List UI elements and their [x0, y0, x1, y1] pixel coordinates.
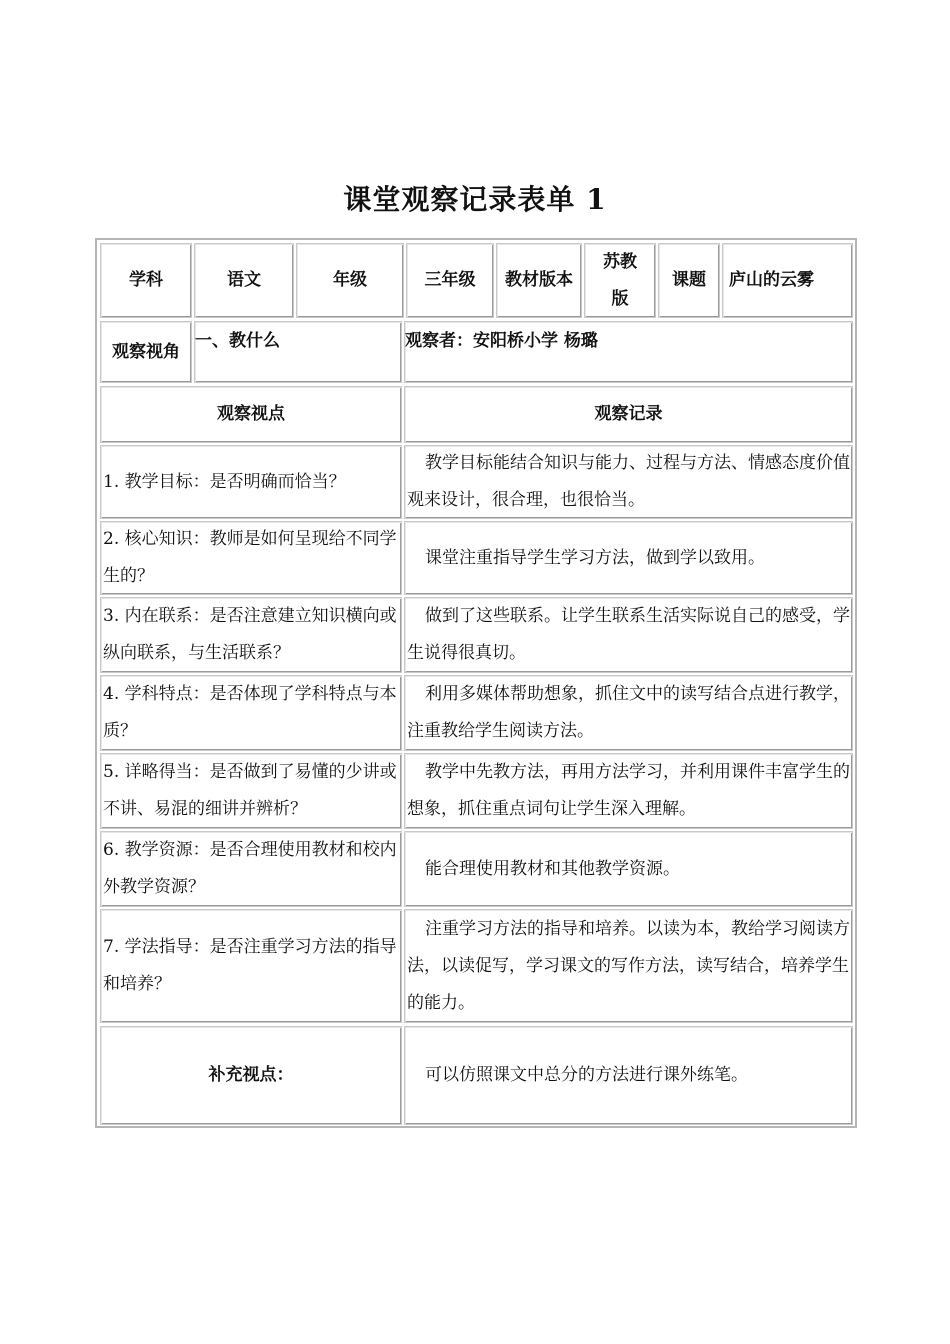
observation-point: 7. 学法指导：是否注重学习方法的指导和培养？	[100, 909, 402, 1023]
observation-point: 6. 教学资源：是否合理使用教材和校内外教学资源？	[100, 831, 402, 907]
perspective-value: 一、教什么	[194, 321, 402, 383]
observation-record: 教学中先教方法，再用方法学习，并利用课件丰富学生的想象，抓住重点词句让学生深入理解。	[404, 753, 853, 829]
observation-point: 3. 内在联系：是否注意建立知识横向或纵向联系，与生活联系？	[100, 597, 402, 673]
observation-point: 1. 教学目标：是否明确而恰当？	[100, 445, 402, 519]
grade-value: 三年级	[406, 243, 494, 318]
grade-label: 年级	[296, 243, 404, 318]
edition-label: 教材版本	[496, 243, 582, 318]
perspective-label: 观察视角	[100, 321, 192, 383]
observer: 观察者：安阳桥小学 杨璐	[404, 321, 853, 383]
page-title: 课堂观察记录表单 1	[343, 183, 607, 216]
observation-table	[95, 238, 857, 1128]
column-header-record: 观察记录	[404, 386, 853, 443]
subject-value: 语文	[194, 243, 294, 318]
supplement-label: 补充视点：	[100, 1026, 402, 1125]
column-header-point: 观察视点	[100, 386, 402, 443]
observation-point: 2. 核心知识：教师是如何呈现给不同学生的？	[100, 521, 402, 595]
subject-label: 学科	[100, 243, 192, 318]
observation-record: 注重学习方法的指导和培养。以读为本，教给学习阅读方法，以读促写，学习课文的写作方法，读写结合，培养学生的能力。	[404, 909, 853, 1023]
observation-point: 4. 学科特点：是否体现了学科特点与本质？	[100, 675, 402, 751]
observation-record: 课堂注重指导学生学习方法，做到学以致用。	[404, 521, 853, 595]
lesson-label: 课题	[658, 243, 720, 318]
lesson-value: 庐山的云雾	[722, 243, 853, 318]
observation-record: 利用多媒体帮助想象，抓住文中的读写结合点进行教学，注重教给学生阅读方法。	[404, 675, 853, 751]
observation-record: 教学目标能结合知识与能力、过程与方法、情感态度价值观来设计，很合理，也很恰当。	[404, 445, 853, 519]
supplement-record: 可以仿照课文中总分的方法进行课外练笔。	[404, 1026, 853, 1125]
observation-record: 做到了这些联系。让学生联系生活实际说自己的感受，学生说得很真切。	[404, 597, 853, 673]
observation-point: 5. 详略得当：是否做到了易懂的少讲或不讲、易混的细讲并辨析？	[100, 753, 402, 829]
observation-record: 能合理使用教材和其他教学资源。	[404, 831, 853, 907]
edition-value: 苏教版	[584, 243, 656, 318]
